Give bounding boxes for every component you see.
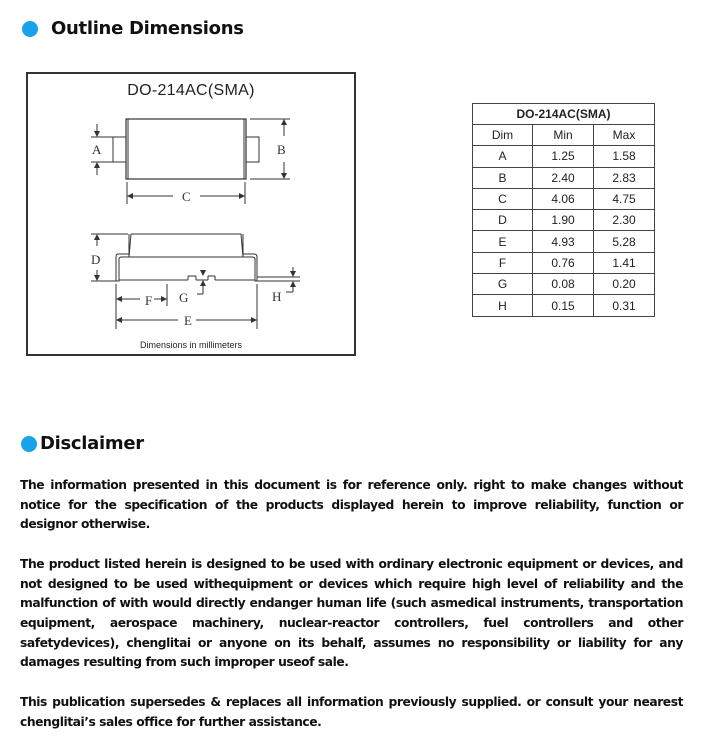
dimensions-table — [472, 103, 655, 317]
dim-label-c: C — [182, 189, 191, 204]
header-max: Max — [594, 125, 655, 146]
table-title: DO-214AC(SMA) — [473, 104, 655, 125]
table-row — [473, 188, 655, 209]
cell-min: 4.06 — [533, 188, 594, 209]
bullet-icon — [22, 21, 38, 37]
header-min: Min — [533, 125, 594, 146]
disclaimer-paragraph: The product listed herein is designed to be used with ordinary electronic equipment or devices, and not designed to be used withequipment or devices which require high level of reliability and the malfunction of with would directly endanger human life (such asmedical instruments, transportation equipment, aerospace machinery, nuclear-reactor controllers, fuel controllers and other safetydevices), chenglitai or anyone on its behalf, assumes no responsibility or liability for any damages resulting from such improper useof sale. — [20, 557, 683, 670]
dim-label-a: A — [92, 142, 102, 157]
package-outline-diagram — [26, 72, 356, 356]
header-dim: Dim — [473, 125, 533, 146]
diagram-title: DO-214AC(SMA) — [127, 82, 255, 99]
cell-dim: H — [473, 295, 533, 316]
package-drawing — [28, 74, 354, 354]
bullet-icon — [21, 436, 37, 452]
table-row — [473, 295, 655, 316]
disclaimer-paragraph: The information presented in this document is for reference only. right to make changes without notice for the specification of the products displayed herein to improve reliability, function or designor otherwise. — [20, 478, 683, 532]
table-row — [473, 210, 655, 231]
cell-max: 1.41 — [594, 252, 655, 273]
dim-label-d: D — [91, 252, 101, 267]
diagram-note: Dimensions in millimeters — [139, 340, 243, 350]
cell-dim: A — [473, 146, 533, 167]
cell-dim: D — [473, 210, 533, 231]
side-view — [91, 234, 300, 329]
cell-min: 0.08 — [533, 274, 594, 295]
cell-min: 0.15 — [533, 295, 594, 316]
table-row — [473, 146, 655, 167]
outline-dimensions-heading — [22, 18, 244, 39]
cell-max: 0.31 — [594, 295, 655, 316]
cell-min: 0.76 — [533, 252, 594, 273]
cell-dim: G — [473, 274, 533, 295]
cell-dim: B — [473, 167, 533, 188]
table-row — [473, 167, 655, 188]
cell-max: 2.30 — [594, 210, 655, 231]
disclaimer-heading — [21, 433, 144, 454]
dim-label-f: F — [145, 293, 153, 308]
cell-dim: F — [473, 252, 533, 273]
cell-max: 1.58 — [594, 146, 655, 167]
section-title: Disclaimer — [40, 433, 144, 454]
table-row — [473, 274, 655, 295]
cell-max: 4.75 — [594, 188, 655, 209]
table-header-row — [473, 125, 655, 146]
cell-max: 2.83 — [594, 167, 655, 188]
cell-min: 2.40 — [533, 167, 594, 188]
disclaimer-paragraph: This publication supersedes & replaces all information previously supplied. or consult your nearest chenglitai’s sales office for further assistance. — [20, 695, 683, 729]
dim-label-b: B — [277, 142, 286, 157]
cell-max: 0.20 — [594, 274, 655, 295]
dim-label-h: H — [272, 289, 282, 304]
cell-dim: E — [473, 231, 533, 252]
section-title: Outline Dimensions — [51, 18, 244, 39]
dim-label-g: G — [179, 290, 189, 305]
cell-max: 5.28 — [594, 231, 655, 252]
cell-dim: C — [473, 188, 533, 209]
table-row — [473, 252, 655, 273]
cell-min: 4.93 — [533, 231, 594, 252]
cell-min: 1.25 — [533, 146, 594, 167]
dim-label-e: E — [184, 313, 192, 328]
table-row — [473, 231, 655, 252]
cell-min: 1.90 — [533, 210, 594, 231]
